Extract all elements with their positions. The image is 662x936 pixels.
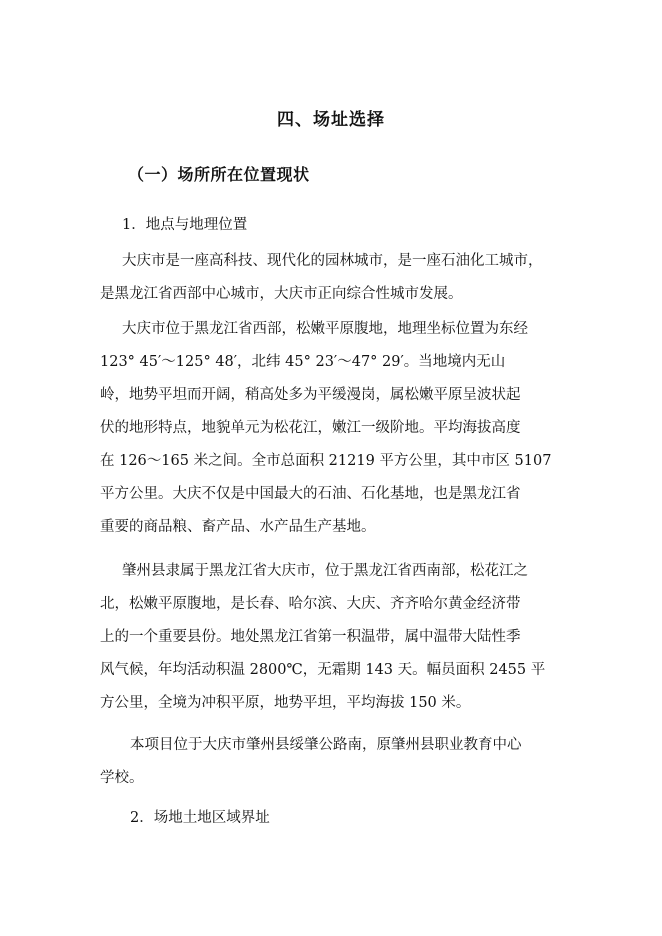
paragraph-line: 重要的商品粮、畜产品、水产品生产基地。 [100,519,376,535]
paragraph-line: 123° 45′～125° 48′，北纬 45° 23′～47° 29′。当地境内无山 [100,354,506,370]
paragraph-zhaozhou-county [100,555,572,720]
paragraph-project-location [100,729,572,795]
paragraph-line: 伏的地形特点，地貌单元为松花江，嫩江一级阶地。平均海拔高度 [100,420,521,436]
subsection-heading-location: 1．地点与地理位置 [122,217,248,233]
paragraph-line: 方公里，全境为冲积平原，地势平坦，平均海拔 150 米。 [100,695,471,711]
paragraph-line: 本项目位于大庆市肇州县绥肇公路南，原肇州县职业教育中心 [130,737,522,753]
paragraph-line: 上的一个重要县份。地处黑龙江省第一积温带，属中温带大陆性季 [100,629,521,645]
paragraph-city-overview [100,245,572,311]
paragraph-line: 学校。 [100,770,144,786]
paragraph-line: 在 126～165 米之间。全市总面积 21219 平方公里，其中市区 5107 [100,453,552,469]
paragraph-line: 北，松嫩平原腹地，是长春、哈尔滨、大庆、齐齐哈尔黄金经济带 [100,596,521,612]
paragraph-geography [100,313,572,544]
section-title: （一）场所所在位置现状 [128,165,310,184]
subsection-heading-boundary: 2．场地土地区域界址 [130,810,270,826]
paragraph-line: 大庆市位于黑龙江省西部，松嫩平原腹地，地理坐标位置为东经 [122,321,528,337]
paragraph-line: 平方公里。大庆不仅是中国最大的石油、石化基地，也是黑龙江省 [100,486,521,502]
chapter-title: 四、场址选择 [277,110,385,130]
paragraph-line: 是黑龙江省西部中心城市，大庆市正向综合性城市发展。 [100,286,463,302]
paragraph-line: 大庆市是一座高科技、现代化的园林城市，是一座石油化工城市， [122,253,543,269]
paragraph-line: 风气候，年均活动积温 2800℃，无霜期 143 天。幅员面积 2455 平 [100,662,546,678]
paragraph-line: 肇州县隶属于黑龙江省大庆市，位于黑龙江省西南部，松花江之 [122,563,528,579]
paragraph-line: 岭，地势平坦而开阔，稍高处多为平缓漫岗，属松嫩平原呈波状起 [100,387,521,403]
